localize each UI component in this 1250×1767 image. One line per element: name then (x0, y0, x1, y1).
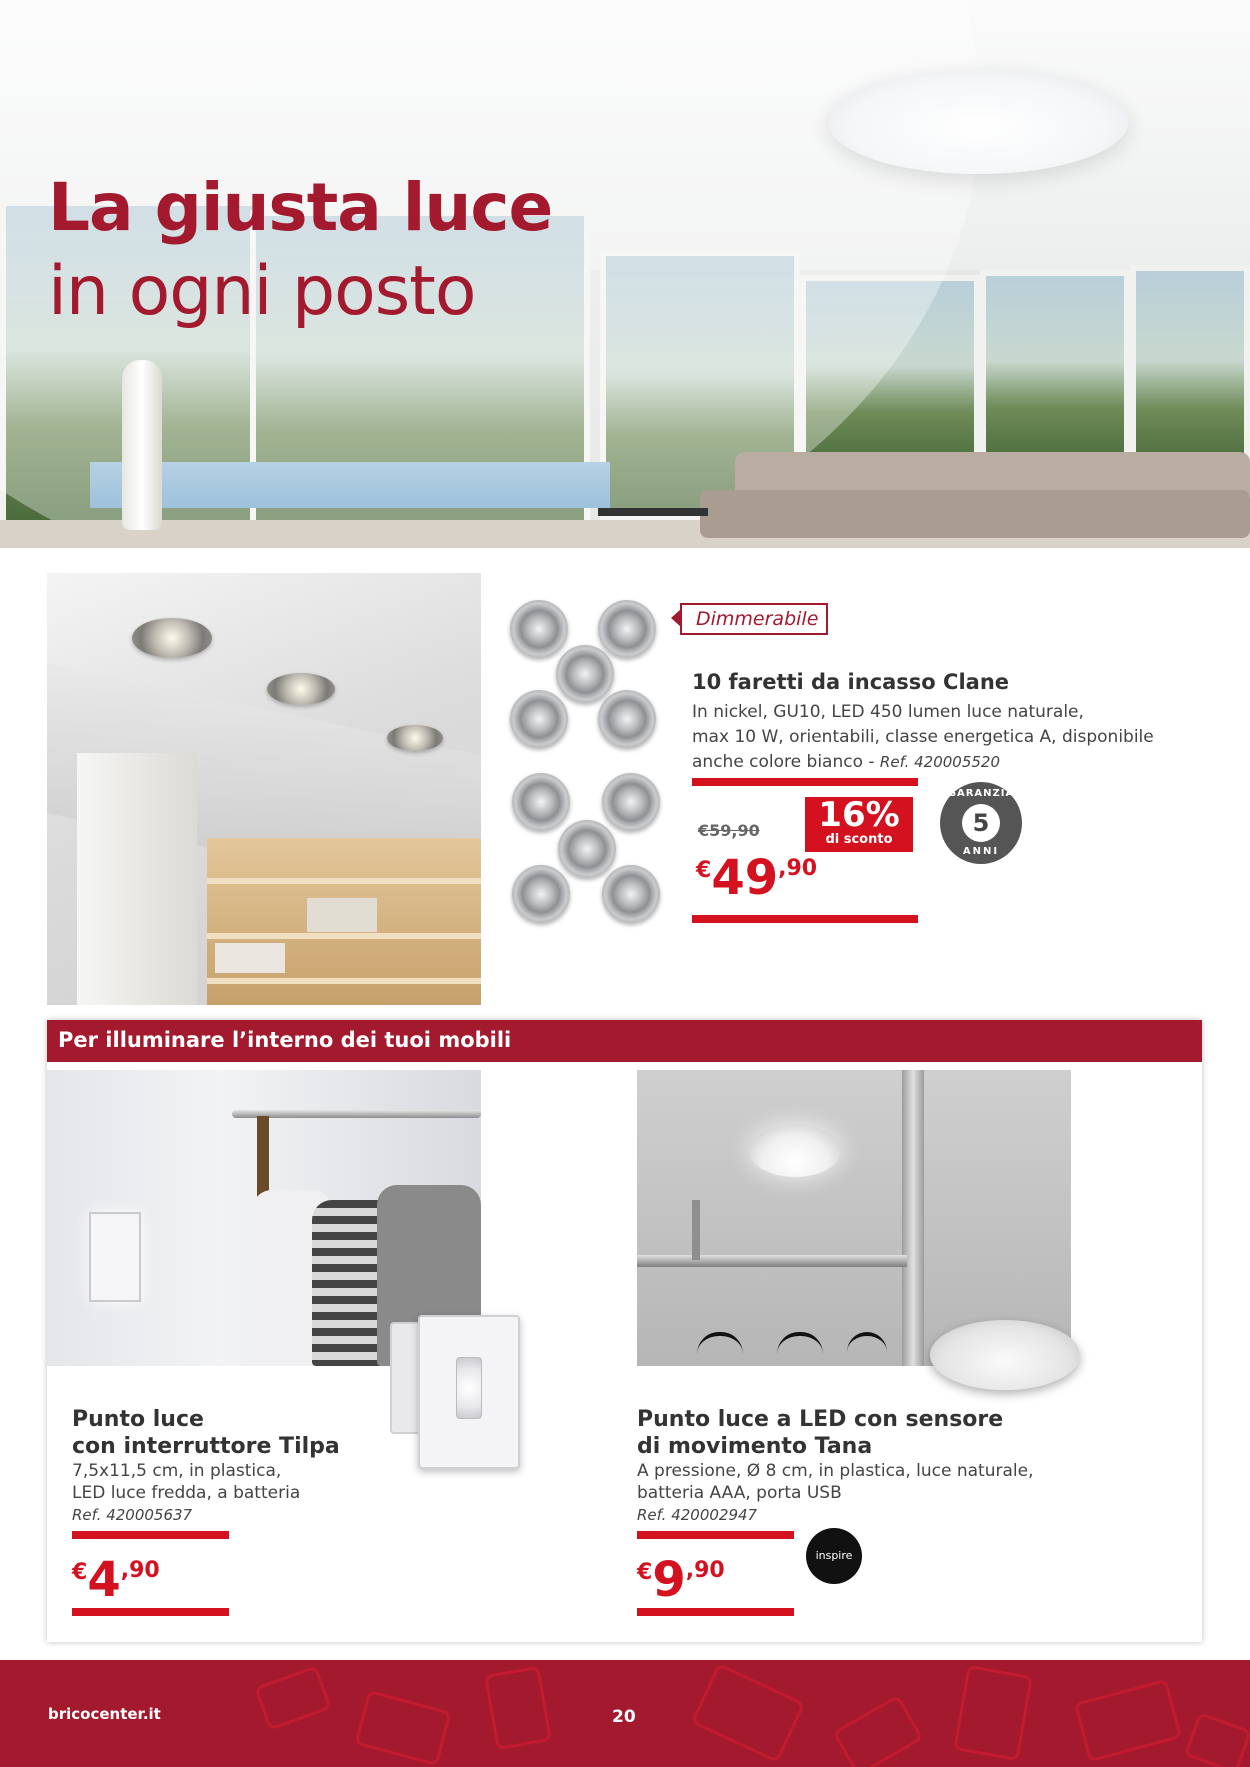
title-line: di movimento Tana (637, 1434, 873, 1459)
hero-subtitle: in ogni posto (48, 252, 476, 331)
dimmable-badge: Dimmerabile (680, 603, 828, 635)
spot-light (602, 865, 660, 923)
ceiling-lamp (828, 70, 1128, 174)
product2-ref: Ref. 420005637 (72, 1506, 193, 1524)
hanger (777, 1332, 823, 1354)
coffee-table (598, 508, 708, 516)
price-currency: € (696, 858, 712, 883)
tool-pattern-icon (484, 1666, 552, 1751)
hero-window (980, 270, 1130, 470)
product3-description (637, 1460, 1033, 1504)
price-integer: 4 (87, 1552, 121, 1608)
pipe (902, 1070, 924, 1366)
hero-title: La giusta luce (48, 169, 553, 246)
hanger (847, 1332, 887, 1354)
desc-line (692, 750, 1212, 775)
shelf (207, 933, 481, 939)
desc-line: batteria AAA, porta USB (637, 1483, 842, 1503)
section-title: Per illuminare l’interno dei tuoi mobili (58, 1028, 512, 1052)
tool-pattern-icon (832, 1694, 923, 1767)
spot-light (558, 820, 616, 878)
product3-ref: Ref. 420002947 (637, 1506, 758, 1524)
discount-percent: 16% (818, 795, 900, 835)
folded-clothes (215, 943, 285, 973)
price-bar-bottom (637, 1608, 794, 1616)
tool-pattern-icon (1074, 1679, 1183, 1763)
tool-pattern-icon (1184, 1712, 1250, 1767)
price-bar-bottom (692, 915, 918, 923)
tool-pattern-icon (354, 1690, 452, 1766)
clothes-rail (637, 1255, 907, 1267)
spot-light (602, 773, 660, 831)
desc-line: A pressione, Ø 8 cm, in plastica, luce naturale, (637, 1461, 1034, 1481)
guarantee-badge (940, 782, 1022, 864)
inspire-brand-logo: inspire (806, 1528, 862, 1584)
product1-price (696, 850, 817, 906)
folded-clothes (307, 898, 377, 932)
price-currency: € (72, 1560, 88, 1585)
spot-light (598, 600, 656, 658)
price-decimal: ,90 (778, 856, 818, 881)
desc-line: LED luce fredda, a batteria (72, 1483, 301, 1503)
price-currency: € (637, 1560, 653, 1585)
spot-light (556, 645, 614, 703)
hanger (697, 1332, 743, 1354)
price-integer: 49 (711, 850, 779, 906)
price-bar-top (72, 1531, 229, 1539)
desc-line: In nickel, GU10, LED 450 lumen luce naturale, (692, 702, 1084, 722)
title-line: Punto luce (72, 1407, 204, 1432)
product2-title (72, 1406, 340, 1460)
spot-light (510, 690, 568, 748)
sofa-seat (700, 490, 1250, 538)
guarantee-label: GARANZIA (947, 788, 1015, 799)
tool-pattern-icon (254, 1665, 332, 1731)
vase (122, 360, 162, 530)
desc-line: 7,5x11,5 cm, in plastica, (72, 1461, 282, 1481)
title-line: Punto luce a LED con sensore (637, 1407, 1004, 1432)
recessed-spot (132, 618, 212, 658)
product2-price (72, 1552, 160, 1608)
product1-old-price: €59,90 (698, 821, 760, 840)
shelf (207, 978, 481, 984)
product1-spots-image (500, 590, 680, 950)
hero-window (1130, 265, 1250, 475)
page-number: 20 (612, 1707, 636, 1727)
discount-badge (805, 797, 913, 852)
spot-light (512, 865, 570, 923)
clothes-rail (232, 1110, 481, 1118)
spot-light (512, 773, 570, 831)
product1-ref: Ref. 420005520 (879, 753, 1001, 771)
price-integer: 9 (652, 1552, 686, 1608)
wardrobe-shelves (207, 838, 481, 1005)
recessed-spot (387, 725, 443, 751)
price-bar-bottom (72, 1608, 229, 1616)
tool-pattern-icon (691, 1663, 806, 1763)
title-line: con interruttore Tilpa (72, 1434, 340, 1459)
spot-light (598, 690, 656, 748)
tool-pattern-icon (953, 1665, 1033, 1761)
guarantee-years: 5 (962, 804, 1000, 842)
ceiling-puck-light (749, 1125, 841, 1177)
puck-light-product (930, 1320, 1080, 1390)
desc-line: max 10 W, orientabili, classe energetica A, disponibile (692, 727, 1154, 747)
price-bar-top (692, 778, 918, 786)
wall-light (89, 1212, 141, 1302)
spot-light (510, 600, 568, 658)
product2-description (72, 1460, 300, 1504)
price-decimal: ,90 (120, 1558, 160, 1583)
price-bar-top (637, 1531, 794, 1539)
discount-label: di sconto (825, 832, 893, 847)
switch-toggle (456, 1357, 482, 1419)
guarantee-unit: ANNI (962, 846, 1000, 857)
rail-support (692, 1200, 700, 1260)
product1-description (692, 700, 1212, 775)
switch-light-product (418, 1315, 520, 1469)
footer-website[interactable]: bricocenter.it (48, 1705, 161, 1723)
product3-title (637, 1406, 1003, 1460)
recessed-spot (267, 673, 335, 705)
shelf (207, 878, 481, 884)
product3-price (637, 1552, 725, 1608)
desc-text: anche colore bianco - (692, 752, 880, 772)
product1-title: 10 faretti da incasso Clane (692, 670, 1010, 694)
wardrobe-door (77, 753, 197, 1005)
product1-room-photo (47, 573, 481, 1005)
price-decimal: ,90 (685, 1558, 725, 1583)
